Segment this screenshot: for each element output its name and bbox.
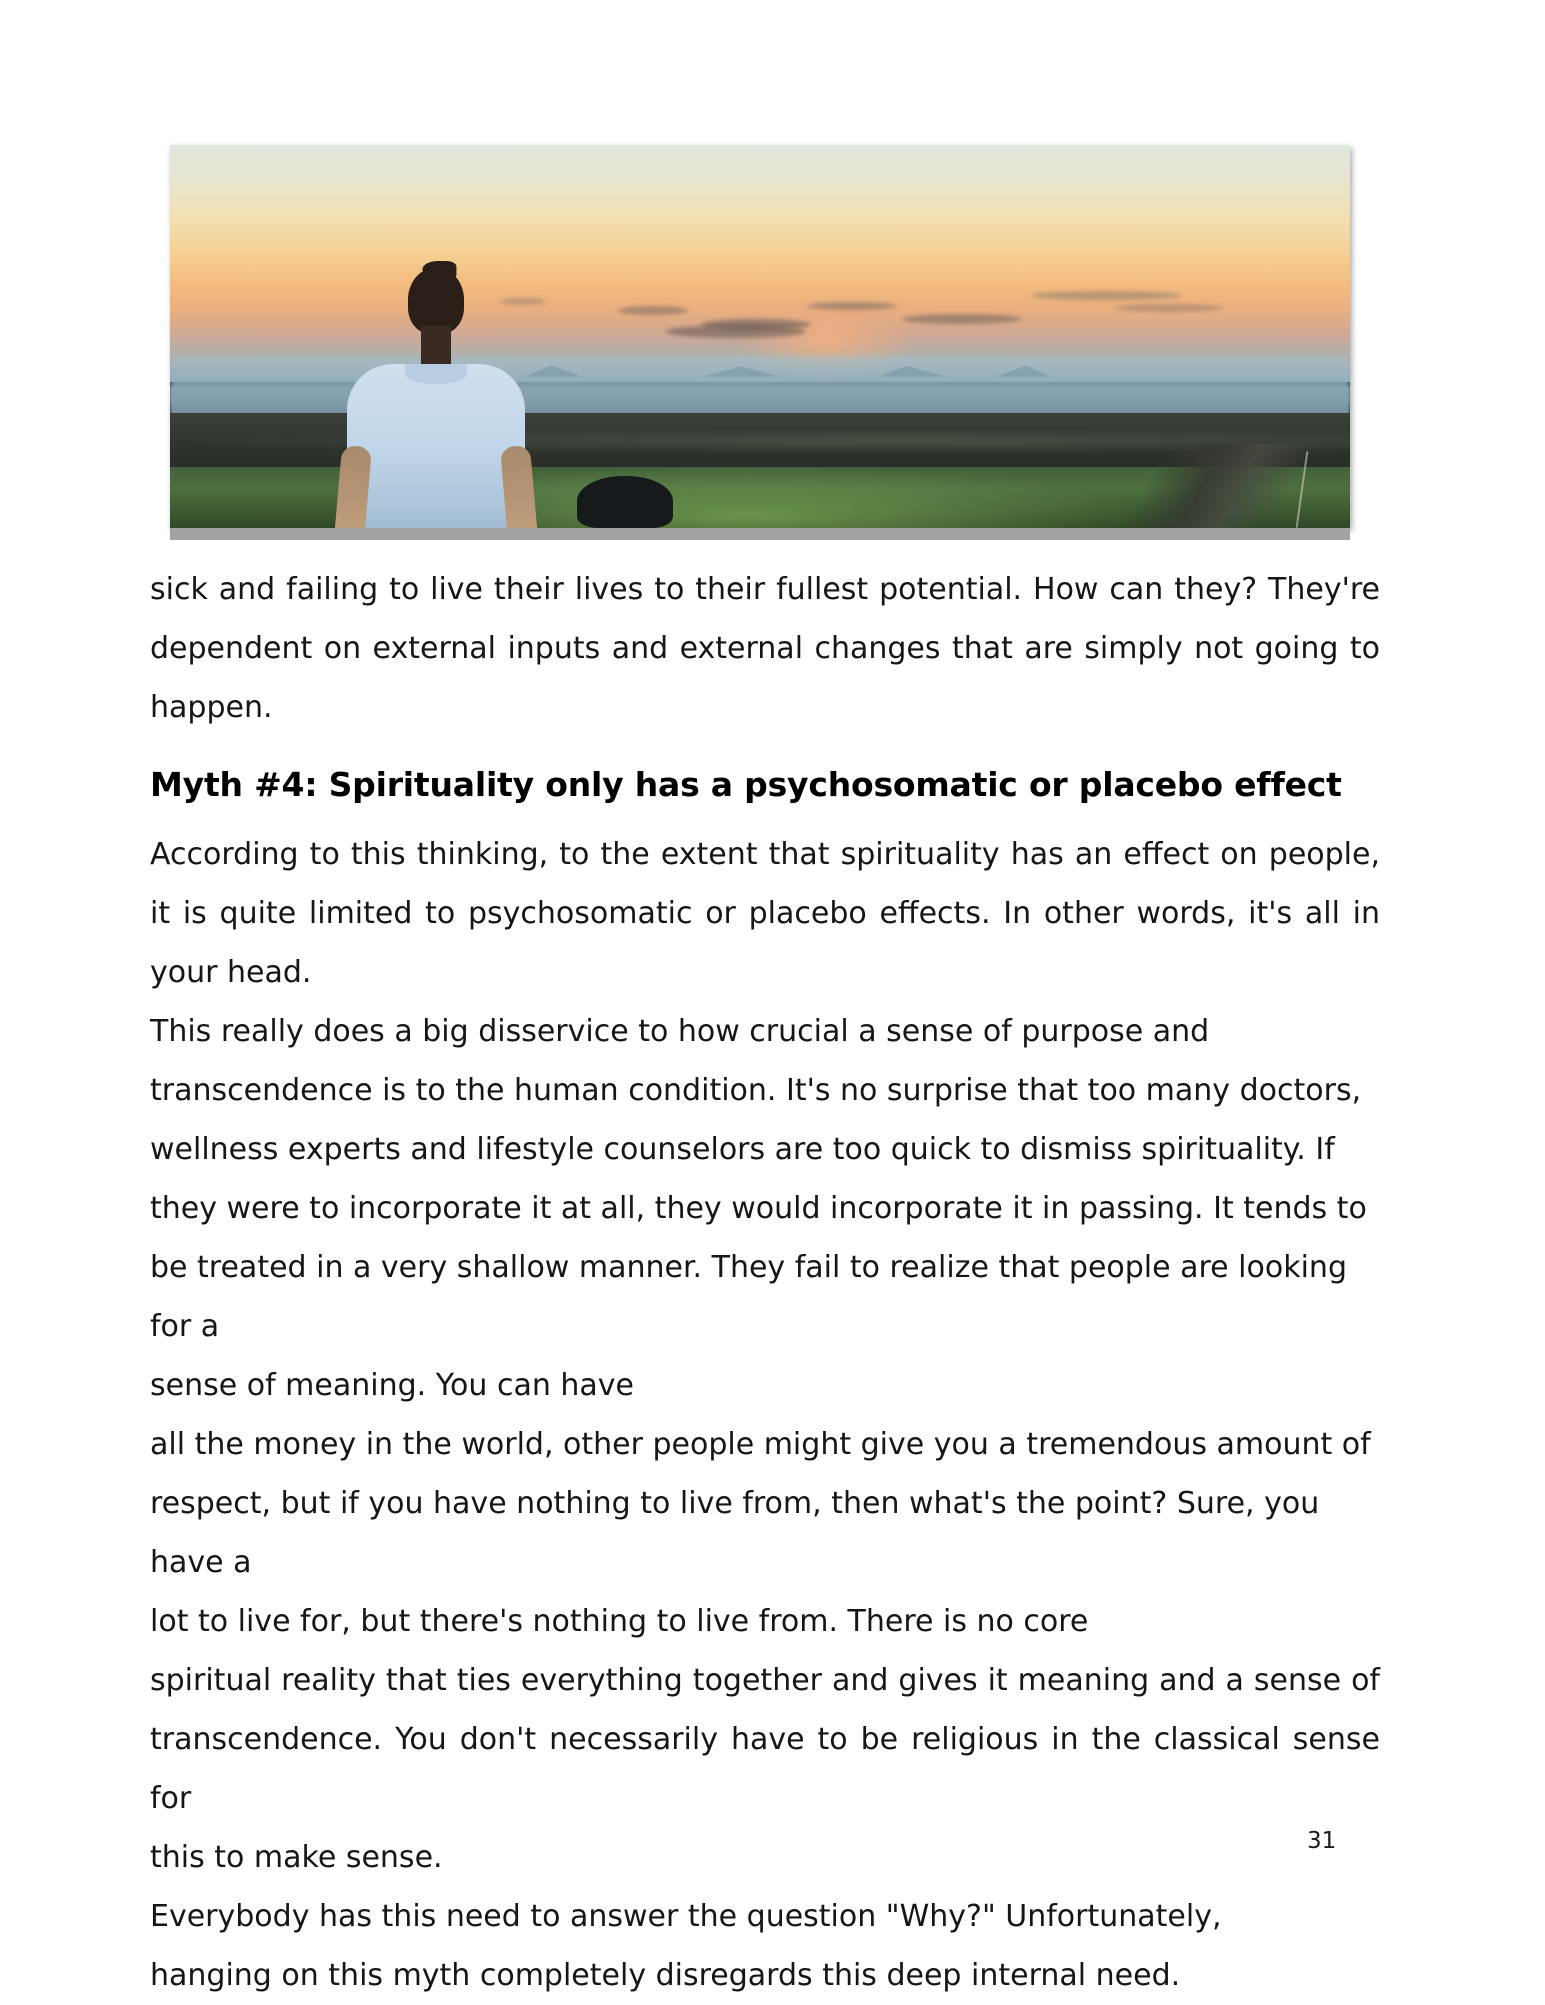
paragraph-disservice: This really does a big disservice to how crucial a sense of purpose and transcendence is to the human condition. It's no surprise that too many doctors, wellness experts and lifestyle counselors are too quick to dismiss spirituality. If they were to incorporate it at all, they would incorporate it in passing. It tends to be treated in a very shallow manner. They fail to realize that people are looking for a	[150, 1014, 1367, 1344]
person-shirt	[347, 364, 525, 528]
cloud-streak-icon	[618, 306, 688, 315]
cloud-streak-icon	[666, 325, 806, 338]
cloud-streak-icon	[1031, 291, 1181, 300]
person-silhouette	[341, 268, 531, 528]
page-content	[150, 0, 1380, 528]
person-head	[408, 268, 464, 334]
paragraph-sense-of-meaning: sense of meaning. You can have	[150, 1368, 634, 1403]
page-number: 31	[1307, 1828, 1337, 1854]
photo-bottom-bar	[170, 528, 1350, 540]
paragraph-all-the-money: all the money in the world, other people might give you a tremendous amount of respect, but if you have nothing to live from, then what's the point? Sure, you have a	[150, 1427, 1371, 1580]
paragraph-according-to-this-thinking: According to this thinking, to the extent that spirituality has an effect on people, it is quite limited to psychosomatic or placebo effects. In other words, it's all in your head.	[150, 837, 1380, 990]
section-heading-myth-4: Myth #4: Spirituality only has a psychosomatic or placebo effect	[150, 765, 1342, 804]
cloud-streak-icon	[807, 302, 897, 310]
paragraph-hanging-on-this-myth: hanging on this myth completely disregards this deep internal need.	[150, 1958, 1181, 1993]
paragraph-lot-to-live-for: lot to live for, but there's nothing to live from. There is no core	[150, 1604, 1089, 1639]
sunset-meditation-photo	[170, 145, 1350, 528]
shirt-collar	[405, 364, 467, 384]
body-text-column	[150, 560, 1380, 2005]
cloud-streak-icon	[1114, 304, 1224, 312]
backpack	[577, 476, 673, 528]
cloud-streak-icon	[902, 314, 1022, 324]
paragraph-spiritual-reality: spiritual reality that ties everything together and gives it meaning and a sense of transcendence. You don't necessarily have to be religious in the classical sense for	[150, 1663, 1380, 1816]
paragraph-this-to-make-sense: this to make sense.	[150, 1840, 443, 1875]
paragraph-intro: sick and failing to live their lives to their fullest potential. How can they? They're dependent on external inputs and external changes that are simply not going to happen.	[150, 572, 1380, 725]
paragraph-everybody-has-this-need: Everybody has this need to answer the question "Why?" Unfortunately,	[150, 1899, 1222, 1934]
hero-image-figure	[170, 145, 1350, 528]
